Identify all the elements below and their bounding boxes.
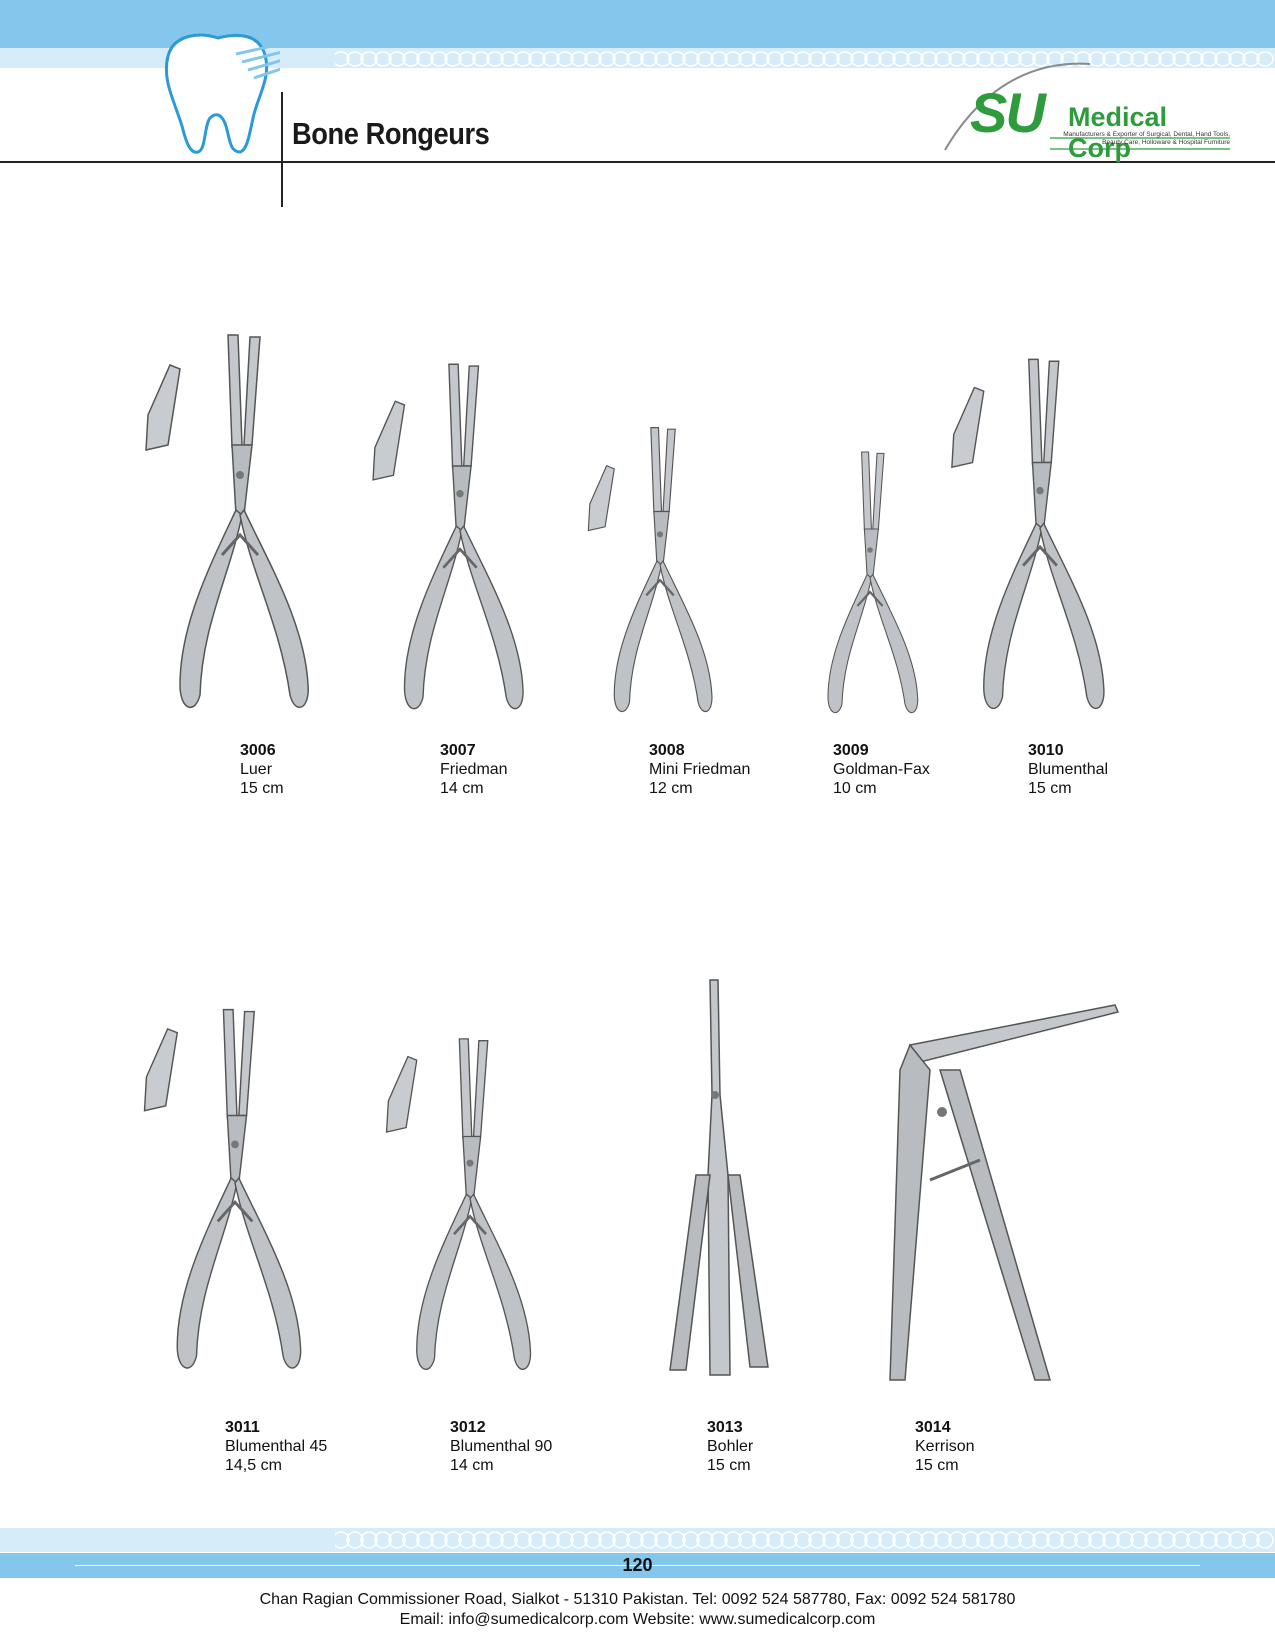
rongeur-3008-image <box>565 420 755 725</box>
rongeur-3013-image <box>640 975 790 1385</box>
product-name: Bohler <box>707 1438 754 1455</box>
logo-tagline: Manufacturers & Exporter of Surgical, Dental, Hand Tools, Beauty Care, Holloware & Hospital Furniture <box>1063 131 1230 146</box>
product-size: 15 cm <box>240 780 284 797</box>
product-code: 3012 <box>450 1419 486 1436</box>
header-vertical-divider <box>281 92 283 207</box>
rongeur-3010-image <box>940 350 1140 725</box>
product-label-3010 <box>1028 741 1108 798</box>
product-size: 15 cm <box>1028 780 1072 797</box>
product-name: Blumenthal <box>1028 761 1109 778</box>
product-size: 10 cm <box>833 780 877 797</box>
logo-initials: SU <box>970 81 1044 144</box>
product-code: 3014 <box>915 1419 951 1436</box>
rongeur-3009-image <box>790 445 950 725</box>
product-code: 3010 <box>1028 742 1064 759</box>
rongeur-3014-image <box>830 1000 1130 1385</box>
product-label-3007 <box>440 741 508 798</box>
footer-email-website: Email: info@sumedicalcorp.com Website: www.sumedicalcorp.com <box>399 1611 876 1628</box>
product-size: 14,5 cm <box>225 1457 282 1474</box>
footer-decorative-loops <box>335 1530 1275 1550</box>
product-code: 3008 <box>649 742 685 759</box>
product-code: 3009 <box>833 742 869 759</box>
product-name: Kerrison <box>915 1438 975 1455</box>
product-code: 3007 <box>440 742 476 759</box>
product-label-3011 <box>225 1418 327 1475</box>
product-name: Friedman <box>440 761 508 778</box>
product-size: 15 cm <box>915 1457 959 1474</box>
product-label-3014 <box>915 1418 975 1475</box>
product-name: Blumenthal 90 <box>450 1438 553 1455</box>
product-name: Goldman-Fax <box>833 761 930 778</box>
product-label-3009 <box>833 741 930 798</box>
logo-name: Medical Corp <box>1068 102 1168 163</box>
product-name: Blumenthal 45 <box>225 1438 328 1455</box>
product-code: 3013 <box>707 1419 743 1436</box>
product-label-3006 <box>240 741 284 798</box>
product-label-3012 <box>450 1418 552 1475</box>
product-label-3013 <box>707 1418 753 1475</box>
footer-address: Chan Ragian Commissioner Road, Sialkot - 51310 Pakistan. Tel: 0092 524 587780, Fax: 0092 524 581780 <box>259 1591 1016 1608</box>
product-code: 3006 <box>240 742 276 759</box>
product-size: 15 cm <box>707 1457 751 1474</box>
product-name: Luer <box>240 761 273 778</box>
product-name: Mini Friedman <box>649 761 751 778</box>
product-size: 14 cm <box>450 1457 494 1474</box>
rongeur-3006-image <box>140 325 340 725</box>
company-logo <box>940 50 1230 163</box>
page-number: 120 <box>622 1555 653 1575</box>
product-size: 14 cm <box>440 780 484 797</box>
page-title: Bone Rongeurs <box>292 116 490 151</box>
tooth-icon <box>160 30 280 160</box>
rongeur-3011-image <box>135 1000 335 1385</box>
product-label-3008 <box>649 741 750 798</box>
rongeur-3012-image <box>360 1030 580 1385</box>
rongeur-3007-image <box>360 355 560 725</box>
product-code: 3011 <box>225 1419 260 1436</box>
footer-contact <box>0 1590 1275 1630</box>
product-size: 12 cm <box>649 780 693 797</box>
